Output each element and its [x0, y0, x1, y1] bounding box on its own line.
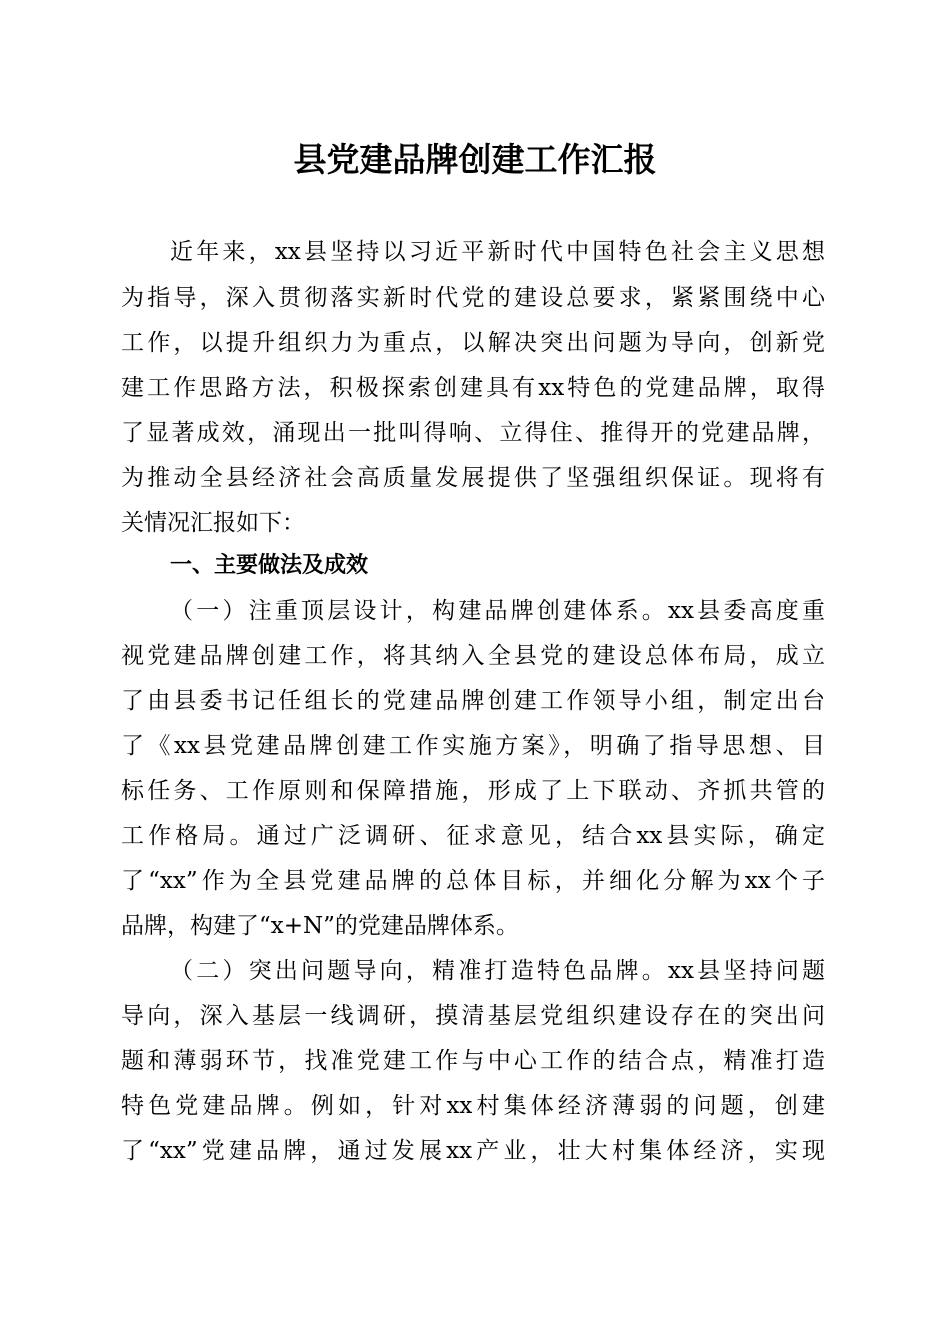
paragraph-line: 关情况汇报如下：: [121, 510, 305, 536]
document-title: 县党建品牌创建工作汇报: [293, 140, 657, 179]
paragraph-line: 了由县委书记任组长的党建品牌创建工作领导小组，制定出台: [121, 688, 825, 714]
paragraph-line: 近年来，xx县坚持以习近平新时代中国特色社会主义思想: [170, 239, 825, 265]
paragraph-line: 导向，深入基层一线调研，摸清基层党组织建设存在的突出问: [121, 1003, 825, 1029]
paragraph-line: 特色党建品牌。例如，针对xx村集体经济薄弱的问题，创建: [121, 1093, 825, 1119]
paragraph-line: 了“xx”作为全县党建品牌的总体目标，并细化分解为xx个子: [121, 868, 825, 894]
paragraph-line: 建工作思路方法，积极探索创建具有xx特色的党建品牌，取得: [121, 375, 825, 401]
paragraph-line: 工作，以提升组织力为重点，以解决突出问题为导向，创新党: [121, 330, 825, 356]
section-heading: 一、主要做法及成效: [170, 553, 369, 578]
paragraph-line: （二）突出问题导向，精准打造特色品牌。xx县坚持问题: [170, 958, 825, 984]
paragraph-line: 品牌，构建了“x+N”的党建品牌体系。: [121, 913, 519, 939]
paragraph-line: 视党建品牌创建工作，将其纳入全县党的建设总体布局，成立: [121, 643, 825, 669]
paragraph-line: 了“xx”党建品牌，通过发展xx产业，壮大村集体经济，实现: [121, 1138, 825, 1164]
paragraph-line: 了《xx县党建品牌创建工作实施方案》，明确了指导思想、目: [121, 733, 825, 759]
paragraph-line: 工作格局。通过广泛调研、征求意见，结合xx县实际，确定: [121, 823, 825, 849]
paragraph-line: 标任务、工作原则和保障措施，形成了上下联动、齐抓共管的: [121, 778, 825, 804]
paragraph-line: 了显著成效，涌现出一批叫得响、立得住、推得开的党建品牌，: [121, 420, 825, 446]
paragraph-line: 题和薄弱环节，找准党建工作与中心工作的结合点，精准打造: [121, 1048, 825, 1074]
paragraph-line: （一）注重顶层设计，构建品牌创建体系。xx县委高度重: [170, 598, 825, 624]
paragraph-line: 为指导，深入贯彻落实新时代党的建设总要求，紧紧围绕中心: [121, 285, 825, 311]
paragraph-line: 为推动全县经济社会高质量发展提供了坚强组织保证。现将有: [121, 465, 825, 491]
